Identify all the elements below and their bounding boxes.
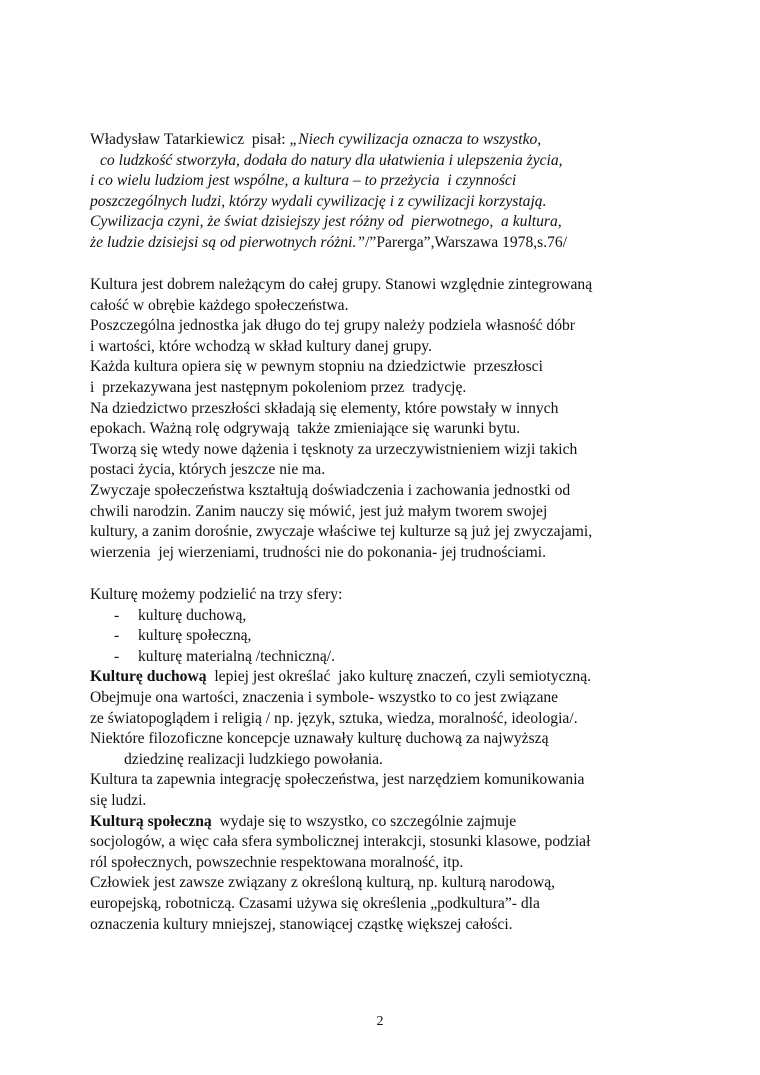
paragraph-line: się ludzi. [90, 791, 147, 809]
spiritual-culture-line [90, 667, 680, 688]
quote-line: Cywilizacja czyni, że świat dzisiejszy jest różny od pierwotnego, a kultura, [90, 213, 562, 231]
paragraph-line: socjologów, a więc cała sfera symbolicznej interakcji, stosunki klasowe, podział [90, 833, 591, 851]
spiritual-culture-definition: lepiej jest określać jako kulturę znaczeń, czyli semiotyczną. [206, 668, 592, 686]
page-number: 2 [376, 1014, 384, 1029]
paragraph-line: Obejmuje ona wartości, znaczenia i symbole- wszystko to co jest związane [90, 688, 559, 706]
paragraph-line: oznaczenia kultury mniejszej, stanowiącej cząstkę większej całości. [90, 915, 513, 933]
paragraph-line: całość w obrębie każdego społeczeństwa. [90, 296, 349, 314]
paragraph-line-indented: dziedzinę realizacji ludzkiego powołania. [124, 750, 383, 768]
spiritual-culture-term: Kulturę duchową [90, 668, 207, 686]
quote-line [90, 130, 680, 151]
paragraph-line: Każda kultura opiera się w pewnym stopniu na dziedzictwie przeszłosci [90, 358, 543, 376]
quote-line: co ludzkość stworzyła, dodała do natury dla ułatwienia i ulepszenia życia, [100, 151, 563, 169]
quote-line: i co wielu ludziom jest wspólne, a kultura – to przeżycia i czynności [90, 172, 517, 190]
quote-citation: /”Parerga”,Warszawa 1978,s.76/ [365, 233, 568, 251]
paragraph-line: epokach. Ważną rolę odgrywają także zmieniające się warunki bytu. [90, 420, 521, 438]
list-item-label: kulturę społeczną, [138, 627, 252, 645]
social-culture-term: Kulturą społeczną [90, 812, 212, 830]
bullet-dash: - [114, 627, 120, 645]
paragraph-line: Kultura jest dobrem należącym do całej grupy. Stanowi względnie zintegrowaną [90, 276, 593, 293]
paragraph-line: Kultura ta zapewnia integrację społeczeństwa, jest narzędziem komunikowania [90, 771, 585, 789]
paragraph-line: Niektóre filozoficzne koncepcje uznawały kulturę duchową za najwyższą [90, 730, 549, 748]
list-item [90, 606, 680, 627]
spheres-intro: Kulturę możemy podzielić na trzy sfery: [90, 586, 343, 603]
quote-line: poszczególnych ludzi, którzy wydali cywilizację i z cywilizacji korzystają. [90, 192, 547, 210]
paragraph-line: wierzenia jej wierzeniami, trudności nie do pokonania- jej trudnościami. [90, 543, 546, 561]
paragraph-line: ról społecznych, powszechnie respektowana moralność, itp. [90, 853, 464, 871]
bullet-dash: - [114, 606, 120, 624]
paragraph-line: i wartości, które wchodzą w skład kultury danej grupy. [90, 337, 432, 355]
quote-line [90, 233, 680, 254]
list-item-label: kulturę duchową, [138, 606, 247, 624]
paragraph-line: Poszczególna jednostka jak długo do tej grupy należy podziela własność dóbr [90, 317, 576, 335]
spheres-section [90, 585, 680, 935]
social-culture-definition: wydaje się to wszystko, co szczególnie zajmuje [211, 812, 517, 830]
paragraph-line: Człowiek jest zawsze związany z określoną kulturą, np. kulturą narodową, [90, 874, 556, 892]
list-item [90, 626, 680, 647]
paragraph-line: chwili narodzin. Zanim nauczy się mówić, jest już małym tworem swojej [90, 502, 548, 520]
bullet-dash: - [114, 647, 120, 665]
paragraph-line: Zwyczaje społeczeństwa kształtują doświadczenia i zachowania jednostki od [90, 481, 571, 499]
quote-intro: Władysław Tatarkiewicz pisał: [90, 131, 290, 148]
list-item [90, 647, 680, 668]
social-culture-line [90, 812, 680, 833]
quote-text: że ludzie dzisiejsi są od pierwotnych różni.” [90, 233, 366, 251]
tatarkiewicz-quote [90, 130, 680, 254]
paragraph-line: europejską, robotniczą. Czasami używa się określenia „podkultura”- dla [90, 894, 540, 912]
paragraph-line: Na dziedzictwo przeszłości składają się elementy, które powstały w innych [90, 399, 559, 417]
paragraph-line: kultury, a zanim dorośnie, zwyczaje właściwe tej kulturze są już jej zwyczajami, [90, 523, 593, 541]
culture-paragraph [90, 275, 680, 563]
paragraph-line: postaci życia, których jeszcze nie ma. [90, 461, 326, 479]
quote-text: „Niech cywilizacja oznacza to wszystko, [289, 131, 542, 148]
paragraph-line: Tworzą się wtedy nowe dążenia i tęsknoty za urzeczywistnieniem wizji takich [90, 440, 578, 458]
paragraph-line: ze światopoglądem i religią / np. język, sztuka, wiedza, moralność, ideologia/. [90, 709, 578, 727]
list-item-label: kulturę materialną /techniczną/. [138, 647, 335, 665]
paragraph-line: i przekazywana jest następnym pokoleniom przez tradycję. [90, 378, 467, 396]
